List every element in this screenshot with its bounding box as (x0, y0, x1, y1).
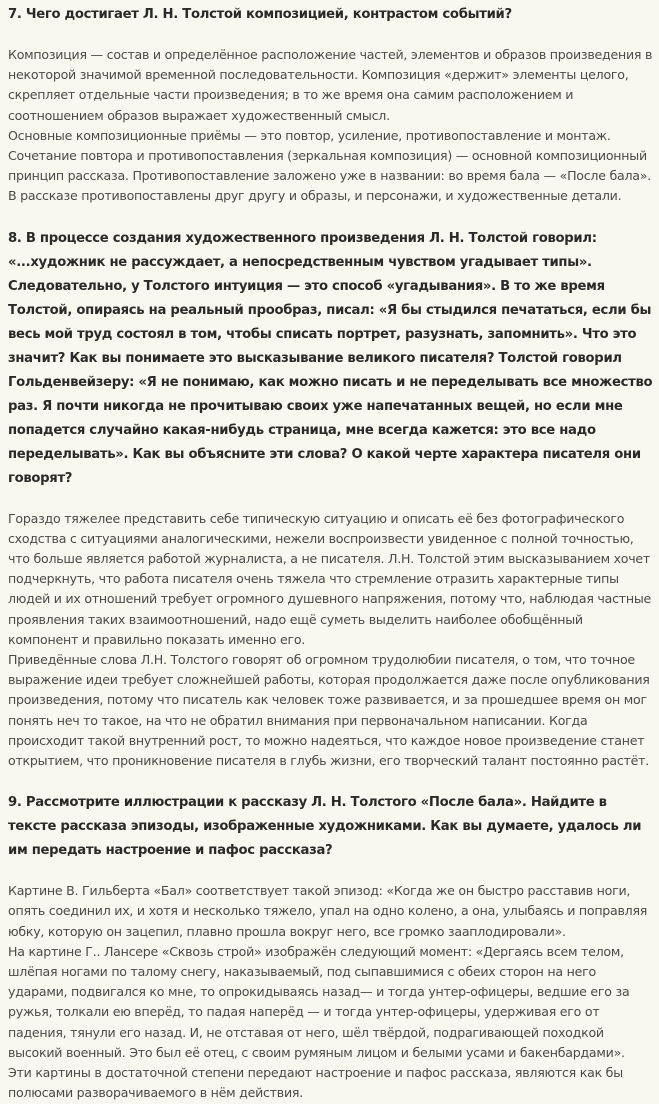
answer-paragraph: Эти картины в достаточной степени передают настроение и пафос рассказа, являются как бы полюсами разворачиваемого в нём действия. (8, 1065, 623, 1101)
section-question-7 (8, 3, 653, 207)
answer-paragraph: На картине Г.. Лансере «Сквозь строй» изображён следующий момент: «Дергаясь всем телом, шлёпая ногами по талому снегу, наказываемый, под сыпавшимися с обеих сторон на него ударами, подвигался ко мне, то опрокидываясь назад— и тогда унтер-офицеры, ведшие его за ружья, толкали ею вперёд, то падая наперёд — и тогда унтер-офицеры, удерживая его от падения, тянули его назад. И, не отставая от него, шёл твёрдой, подрагивающей походкой высокий военный. Это был её отец, с своим румяным лицом и белыми усами и бакенбардами». (8, 943, 630, 1060)
question-heading: 8. В процессе создания художественного произведения Л. Н. Толстой говорил: «...художник не рассуждает, а непосредственным чувством угадывает типы». Следовательно, у Толстого интуиция — это способ «угадывания». В то же время Толстой, опираясь на реальный прообраз, писал: «Я бы стыдился печататься, если бы весь мой труд состоял в том, чтобы списать портрет, разузнать, запомнить». Что это значит? Как вы понимаете это высказывание великого писателя? Толстой говорил Гольденвейзеру: «Я не понимаю, как можно писать и не переделывать все множество раз. Я почти никогда не прочитываю своих уже напечатанных вещей, но если мне попадется случайно какая-нибудь страница, мне всегда кажется: это все надо переделывать». Как вы объясните эти слова? О какой черте характера писателя они говорят? (8, 230, 653, 486)
answer-paragraph: Композиция — состав и определённое расположение частей, элементов и образов произведения в некоторой значимой временной последовательности. Композиция «держит» элементы целого, скрепляет отдельные части произведения; в то же время она самим расположением и соотношением образов выражает художественный смысл. (8, 47, 653, 123)
question-heading: 9. Рассмотрите иллюстрации к рассказу Л. Н. Толстого «После бала». Найдите в тексте рассказа эпизоды, изображенные художниками. Как вы думаете, удалось ли им передать настроение и пафос рассказа? (8, 795, 642, 859)
section-question-9 (8, 791, 653, 1103)
question-heading: 7. Чего достигает Л. Н. Толстой композицией, контрастом событий? (8, 7, 512, 22)
answer-paragraph: Основные композиционные приёмы — это повтор, усиление, противопоставление и монтаж. Сочетание повтора и противопоставления (зеркальная композиция) — основной композиционный принцип рассказа. Противопоставление заложено уже в названии: во время бала — «После бала». (8, 127, 651, 184)
answer-paragraph: Приведённые слова Л.Н. Толстого говорят об огромном трудолюбии писателя, о том, что точное выражение идеи требует сложнейшей работы, которая продолжается даже после опубликования произведения, потому что писатель как человек тоже развивается, и за прошедшее время он мог понять неч то такое, на что не обратил внимания при первоначальном написании. Когда происходит такой внутренний рост, то можно надеяться, что каждое новое произведение станет открытием, что проникновение писателя в глубь жизни, его творческий талант постоянно растёт. (8, 652, 650, 769)
section-question-8 (8, 227, 653, 772)
answer-paragraph: В рассказе противопоставлены друг другу и образы, и персонажи, и художественные детали. (8, 188, 622, 204)
answer-paragraph: Картине В. Гильберта «Бал» соответствует такой эпизод: «Когда же он быстро расставив ноги, опять соединил их, и хотя и несколько тяжело, упал на одно колено, а она, улыбаясь и поправляя юбку, которую он зацепил, плавно прошла вокруг него, все громко зааплодировали». (8, 883, 648, 939)
answer-paragraph: Гораздо тяжелее представить себе типическую ситуацию и описать её без фотографического сходства с ситуациями аналогическими, нежели воспроизвести увиденное с полной точностью, что больше является работой журналиста, а не писателя. Л.Н. Толстой этим высказыванием хочет подчеркнуть, что работа писателя очень тяжела что стремление отразить характерные типы людей и их отношений требует огромного душевного напряжения, потому что, наблюдая частные проявления таких взаимоотношений, надо ещё суметь выделить наиболее обобщённый компонент и правильно показать именно его. (8, 510, 652, 647)
